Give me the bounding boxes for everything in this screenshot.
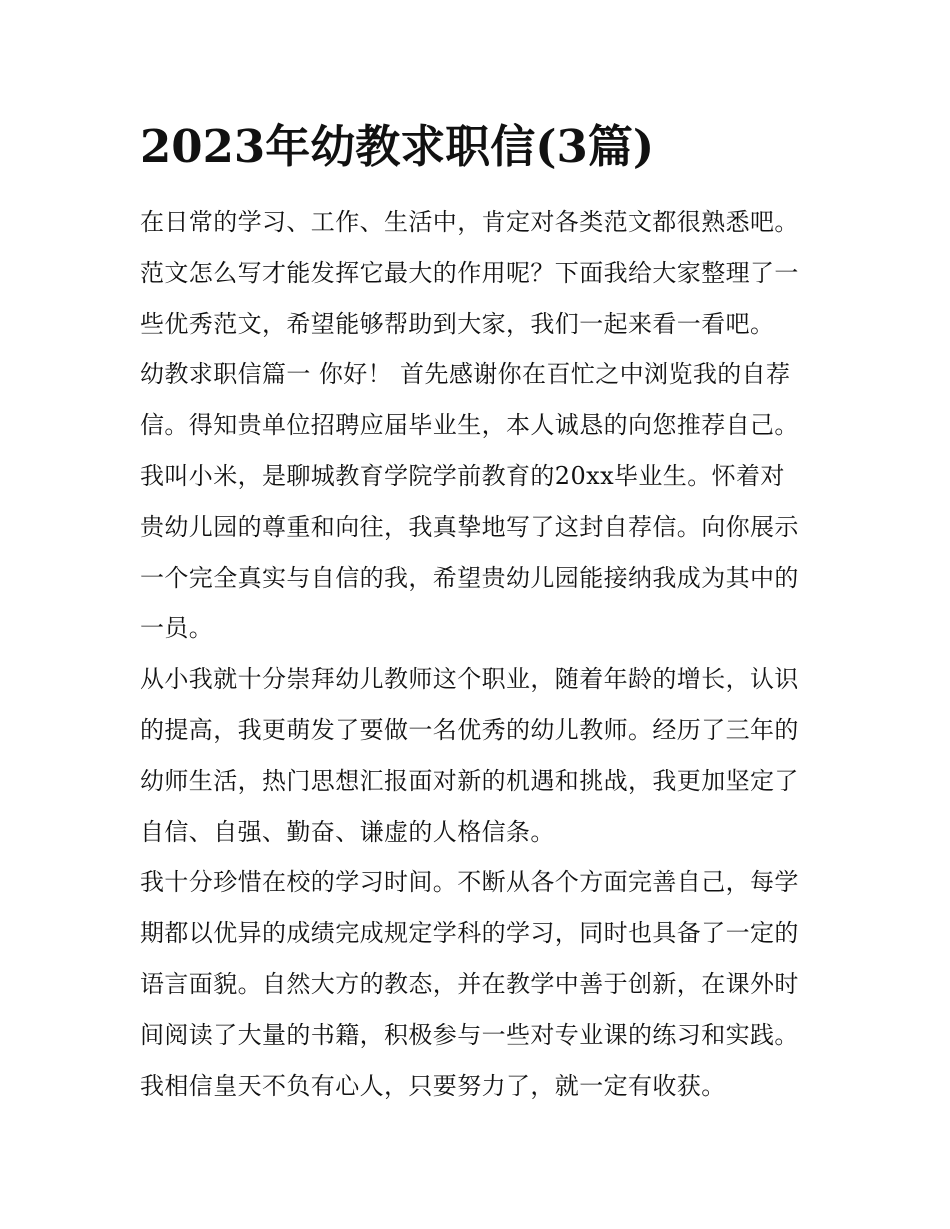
body-line: 贵幼儿园的尊重和向往，我真挚地写了这封自荐信。向你展示	[140, 512, 799, 541]
body-line: 一员。	[140, 614, 214, 643]
body-line: 一个完全真实与自信的我，希望贵幼儿园能接纳我成为其中的	[140, 563, 799, 592]
body-line: 期都以优异的成绩完成规定学科的学习，同时也具备了一定的	[140, 919, 799, 948]
body-line: 在日常的学习、工作、生活中，肯定对各类范文都很熟悉吧。	[140, 208, 799, 236]
body-line: 范文怎么写才能发挥它最大的作用呢？下面我给大家整理了一	[140, 258, 799, 287]
body-line: 我十分珍惜在校的学习时间。不断从各个方面完善自己，每学	[140, 868, 799, 897]
body-line: 幼教求职信篇一 你好！ 首先感谢你在百忙之中浏览我的自荐	[140, 360, 791, 389]
body-line: 自信、自强、勤奋、谦虚的人格信条。	[140, 817, 555, 846]
document-title: 2023年幼教求职信(3篇)	[140, 120, 655, 173]
body-line: 语言面貌。自然大方的教态，并在教学中善于创新，在课外时	[140, 969, 799, 998]
body-line: 信。得知贵单位招聘应届毕业生，本人诚恳的向您推荐自己。	[140, 411, 799, 440]
body-line: 间阅读了大量的书籍，积极参与一些对专业课的练习和实践。	[140, 1020, 799, 1049]
body-line: 从小我就十分崇拜幼儿教师这个职业，随着年龄的增长，认识	[140, 665, 799, 694]
body-line: 的提高，我更萌发了要做一名优秀的幼儿教师。经历了三年的	[140, 715, 799, 744]
document-body	[140, 197, 820, 1111]
body-line: 幼师生活，热门思想汇报面对新的机遇和挑战，我更加坚定了	[140, 766, 799, 795]
body-line: 我相信皇天不负有心人，只要努力了，就一定有收获。	[140, 1071, 726, 1100]
body-line: 些优秀范文，希望能够帮助到大家，我们一起来看一看吧。	[140, 309, 775, 338]
body-line: 我叫小米，是聊城教育学院学前教育的20xx毕业生。怀着对	[140, 461, 785, 490]
